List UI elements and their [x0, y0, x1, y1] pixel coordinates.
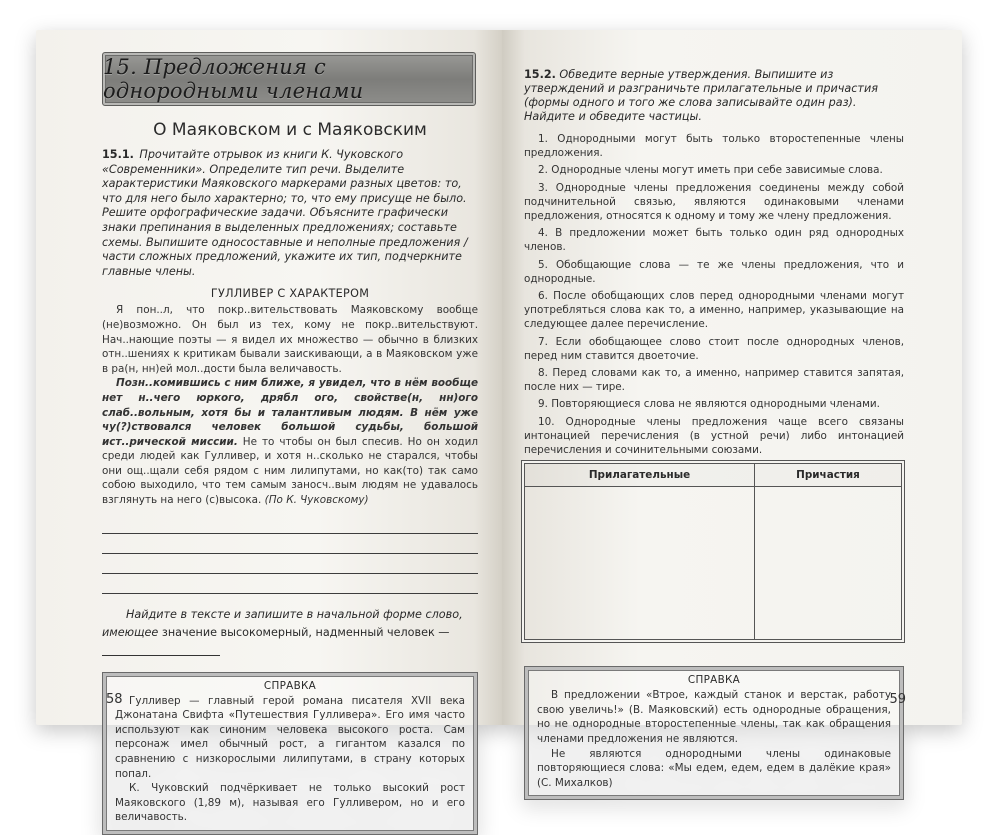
statement-item[interactable]: 10. Однородные члены предложения чаще всего связаны интонацией перечисления (в устной речи) либо интонацией перечисления и сочинительными союзами.: [524, 415, 904, 457]
find-word-instruction: Найдите в тексте и запишите в начальной форме слово, имеющее: [102, 607, 463, 639]
excerpt-continuation: Не то чтобы он был спесив. Но он ходил среди людей как Гулливер, и хотя н..сколько не старался, чтобы они ощ..щали себя рядом с ним лилипутами, но как(то) так само собою выходило, что тем самым заносч..вым людям не удавалось взглянуть на него (с)высока.: [102, 435, 479, 507]
section-subtitle: О Маяковском и с Маяковским: [153, 120, 427, 140]
answer-line[interactable]: [102, 574, 478, 594]
answer-line[interactable]: [102, 554, 478, 574]
task-15-2: [524, 68, 904, 124]
right-page: [502, 30, 962, 789]
statement-item[interactable]: 5. Обобщающие слова — те же члены предложения, что и однородные.: [524, 258, 904, 285]
statements-list: [524, 132, 904, 457]
task-number: 15.1.: [102, 148, 134, 161]
text-title: ГУЛЛИВЕР С ХАРАКТЕРОМ: [210, 287, 370, 301]
page-number-left: 58: [106, 692, 123, 707]
statement-item[interactable]: 3. Однородные члены предложения соединены между собой подчинительной связью, являются одинаковыми членами предложения, относятся к одному и тому же члену предложения.: [524, 181, 904, 223]
statement-item[interactable]: 4. В предложении может быть только один ряд однородных членов.: [524, 227, 904, 254]
statement-item[interactable]: 8. Перед словами как то, а именно, например ставится запятая, после них — тире.: [524, 367, 904, 394]
page-number-right: 59: [889, 692, 906, 707]
reference-paragraph: Не являются однородными члены одинаковые повторяющиеся слова: «Мы едем, едем, едем в далёкие края» (С. Михалков): [537, 747, 891, 789]
participles-answer-cell[interactable]: [754, 487, 901, 640]
statement-item[interactable]: 6. После обобщающих слов перед однородными членами могут употребляться слова как то, а именно, например, указывающие на следующее далее перечисление.: [524, 290, 904, 331]
task-text: Прочитайте отрывок из книги К. Чуковского «Современники». Определите тип речи. Выделите характеристики Маяковского маркерами разных цветов: то, что для него было характерно; то, что ему присуще не было. Решите орфографические задачи. Объясните графически знаки препинания в выделенных предложениях; составьте схемы. Выпишите односоставные и неполные предложения / части сложных предложений, укажите их тип, подчеркните главные члены.: [102, 148, 468, 278]
excerpt-paragraph: Я пон..л, что покр..вительствовать Маяковскому вообще (не)возможно. Он был из тех, кому не покр..вительствуют. Нач..нающие поэты — я видел их множество — обычно в близких отн..шениях к критикам бывали заискивающи, а в Маяковском уже в ра(н, нн)ей мол..дости была величавость.: [102, 304, 478, 375]
excerpt-paragraph: [102, 376, 478, 507]
answer-line[interactable]: [102, 534, 478, 554]
task-number: 15.2.: [524, 68, 556, 81]
statement-item[interactable]: 2. Однородные члены могут иметь при себе зависимые слова.: [538, 164, 883, 177]
excerpt-source: (По К. Чуковскому): [264, 494, 369, 507]
find-word-meaning: значение высокомерный, надменный человек —: [161, 625, 450, 639]
answer-line[interactable]: [102, 514, 478, 534]
chapter-title: 15. Предложения с однородными членами: [103, 55, 364, 103]
classification-table: [524, 463, 902, 640]
reference-paragraph: В предложении «Втрое, каждый станок и верстак, работу свою увеличь!» (В. Маяковский) есть однородные обращения, но не однородные второстепенные члены, так как обращения членами предложения не являются.: [537, 689, 891, 746]
excerpt-text: [102, 303, 478, 507]
column-header-adjectives: Прилагательные: [525, 464, 755, 487]
answer-blank[interactable]: [102, 655, 220, 656]
answer-lines[interactable]: [102, 514, 478, 594]
reference-paragraph: Гулливер — главный герой романа писателя XVII века Джонатана Свифта «Путешествия Гулливера». Его имя часто используют как синоним человека высокого роста. Сам персонаж имел обычный рост, а гигантом казался по сравнению с низкорослыми лилипутами, в страну которых попал.: [115, 694, 465, 780]
reference-box: [102, 672, 478, 835]
reference-paragraph: К. Чуковский подчёркивает не только высокий рост Маяковского (1,89 м), называя его Гулливером, но и его величавость.: [115, 782, 465, 824]
open-textbook: [36, 30, 962, 824]
chapter-banner: [102, 52, 476, 106]
reference-box: [524, 666, 904, 800]
left-page: [36, 30, 502, 824]
reference-title: СПРАВКА: [687, 674, 741, 687]
statement-item[interactable]: 9. Повторяющиеся слова не являются однородными членами.: [538, 398, 880, 411]
find-word-task: [102, 606, 478, 660]
adjectives-answer-cell[interactable]: [525, 487, 755, 640]
task-text: Обведите верные утверждения. Выпишите из утверждений и разграничьте прилагательные и причастия (формы одного и того же слова записывайте один раз). Найдите и обведите частицы.: [524, 68, 878, 123]
highlighted-sentences: Позн..комившись с ним ближе, я увидел, что в нём вообще нет н..чего юркого, дрябл ого, свойстве(н, нн)ого слаб..вольным, хотя бы и талантливым людям. В нём уже чу(?)ствовался человек большой судьбы, большой ист..рической миссии.: [102, 377, 478, 448]
reference-title: СПРАВКА: [263, 679, 317, 692]
task-15-1: [102, 148, 478, 279]
column-header-participles: Причастия: [754, 464, 901, 487]
statement-item[interactable]: 1. Однородными могут быть только второстепенные члены предложения.: [524, 133, 904, 160]
statement-item[interactable]: 7. Если обобщающее слово стоит после однородных членов, перед ним ставится двоеточие.: [524, 335, 904, 362]
